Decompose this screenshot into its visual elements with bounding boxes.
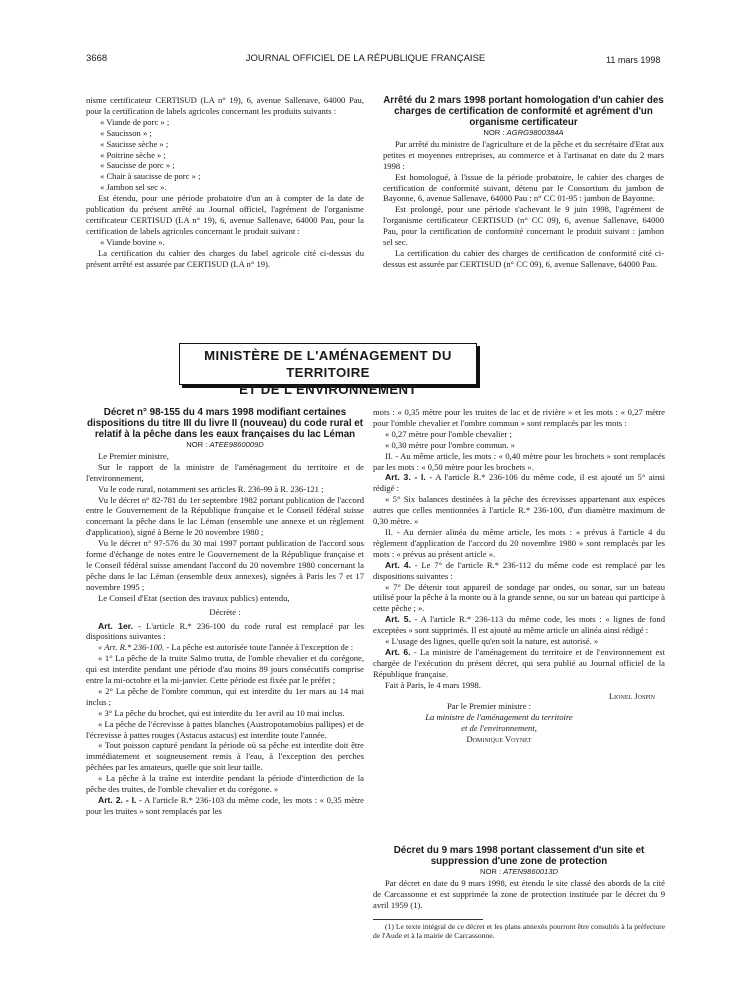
decree-left-column bbox=[86, 407, 364, 817]
paragraph: Par décret en date du 9 mars 1998, est étendu le site classé des abords de la cité de Carcassonne et est supprimée la zone de protection instituée par le décret du 9 avril 1959 (1). bbox=[373, 877, 665, 910]
ministry-line-1: MINISTÈRE DE L'AMÉNAGEMENT DU TERRITOIRE bbox=[204, 348, 452, 380]
decree-title: Décret n° 98-155 du 4 mars 1998 modifiant certaines dispositions du titre III du livre II (nouveau) du code rural et relatif à la pêche dans les eaux françaises du lac Léman bbox=[87, 407, 363, 440]
paragraph: Vu le code rural, notamment ses articles R. 236-99 à R. 236-121 ; bbox=[98, 483, 324, 494]
arrete-title: Arrêté du 2 mars 1998 portant homologation d'un cahier des charges de certification de conformité et agrément d'un organisme certificateur bbox=[383, 95, 664, 128]
paragraph: II. - Au même article, les mots : « 0,40 mètre pour les brochets » sont remplacés par les mots : « 0,50 mètre pour les brochets ». bbox=[373, 450, 665, 472]
article-3: Art. 3. - I. - A l'article R.* 236-106 du même code, il est ajouté un 5° ainsi rédigé : bbox=[373, 472, 665, 494]
ministry-heading-box bbox=[179, 343, 477, 397]
list-item: « 1° La pêche de la truite Salmo trutta, de l'omble chevalier et du corégone, qui est interdite pendant une période d'au moins 89 jours consécutifs comprise entre la mi-octobre et la mi-janvier. Cette période est fixée par le préfet ; bbox=[86, 653, 364, 686]
paragraph: nisme certificateur CERTISUD (LA n° 19), 6, avenue Sallenave, 64000 Pau, pour la certification de labels agricoles concernant les produits suivants : bbox=[86, 95, 364, 116]
nor-reference: NOR : ATEN9860013D bbox=[480, 867, 558, 876]
pm-intro: Par le Premier ministre : bbox=[446, 701, 531, 712]
paragraph: Vu le décret n° 97-576 du 30 mai 1997 portant publication de l'accord sous forme d'échange de notes entre le Gouvernement de la République française et le Conseil fédéral suisse amendant l'accord du 20 novembre 1980 concernant la pêche dans le lac Léman (ensemble deux annexes), signées à Paris les 7 et 17 novembre 1995 ; bbox=[86, 538, 364, 592]
article-6: Art. 6. - La ministre de l'aménagement du territoire et de l'environnement est chargée de l'exécution du présent décret, qui sera publié au Journal officiel de la République française. bbox=[373, 646, 665, 679]
place-date: Fait à Paris, le 4 mars 1998. bbox=[385, 679, 481, 690]
minister-title: La ministre de l'aménagement du territoire bbox=[425, 712, 573, 723]
nor-reference: NOR : ATEE9860009D bbox=[186, 440, 264, 449]
minister-title: et de l'environnement, bbox=[461, 723, 537, 734]
list-item: « Tout poisson capturé pendant la période où sa pêche est interdite doit être immédiatement et soigneusement remis à l'eau, à l'exception des perches pêchées par les amateurs, quelle que soit leur taille. bbox=[86, 740, 364, 773]
decree-title: Décret du 9 mars 1998 portant classement d'un site et suppression d'une zone de protection bbox=[393, 845, 645, 867]
paragraph: mots : « 0,35 mètre pour les truites de lac et de rivière » et les mots : « 0,27 mètre pour l'omble chevalier et l'ombre commun » sont remplacés par les mots : bbox=[373, 407, 665, 428]
product-item: « Chair à saucisse de porc » ; bbox=[100, 171, 201, 182]
issue-date: 11 mars 1998 bbox=[606, 55, 661, 65]
decrete-label: Décrète : bbox=[209, 606, 241, 617]
list-item: « La pêche de l'écrevisse à pattes blanches (Austropotamobius pallipes) et de l'écrevisse à pattes rouges (Astacus astacus) est interdite toute l'année. bbox=[86, 718, 364, 740]
signatory: Lionel Jospin bbox=[608, 690, 655, 701]
journal-title: JOURNAL OFFICIEL DE LA RÉPUBLIQUE FRANÇAISE bbox=[245, 53, 486, 64]
paragraph: Par arrêté du ministre de l'agriculture et de la pêche et du secrétaire d'Etat aux petites et moyennes entreprises, au commerce et à l'artisanat en date du 2 mars 1998 : bbox=[383, 138, 664, 171]
article-5: Art. 5. - A l'article R.* 236-113 du même code, les mots : « lignes de fond exceptées » sont supprimés. Il est ajouté au même article un alinéa ainsi rédigé : bbox=[373, 614, 665, 636]
product-item: « Saucisse sèche » ; bbox=[100, 138, 169, 149]
article-1-sub: « Art. R.* 236-100. - La pêche est autorisée toute l'année à l'exception de : bbox=[98, 642, 354, 653]
product-item: « Jambon sel sec ». bbox=[100, 182, 167, 193]
list-item: « 3° La pêche du brochet, qui est interdite du 1er avril au 10 mai inclus. bbox=[98, 707, 345, 718]
footnote-divider bbox=[373, 919, 483, 920]
paragraph: « 5° Six balances destinées à la pêche des écrevisses appartenant aux espèces autres que celles mentionnées à l'article R.* 236-100, d'un diamètre maximum de 0,30 mètre. » bbox=[373, 494, 665, 527]
product-item: « Poitrine sèche » ; bbox=[100, 149, 166, 160]
paragraph: « L'usage des lignes, quelle qu'en soit la nature, est autorisé. » bbox=[385, 636, 599, 647]
paragraph: « 0,30 mètre pour l'ombre commun. » bbox=[385, 439, 515, 450]
top-right-column bbox=[383, 95, 664, 270]
article-2: Art. 2. - I. - A l'article R.* 236-103 du même code, les mots : « 0,35 mètre pour les truites » sont remplacés par les bbox=[86, 795, 364, 816]
product-item: « Saucisson » ; bbox=[100, 127, 152, 138]
ministry-line-2: ET DE L'ENVIRONNEMENT bbox=[239, 382, 417, 397]
list-item: « La pêche à la traîne est interdite pendant la période d'interdiction de la pêche des truites, de l'omble chevalier et du corégone. » bbox=[86, 773, 364, 795]
paragraph: Est homologué, à l'issue de la période probatoire, le cahier des charges de certification de conformité suivant, détenu par le Consortium du jambon de Bayonne, 6, avenue Sallenave, 64000 Pau : n° CC 01-95 : jambon de Bayonne. bbox=[383, 171, 664, 204]
nor-reference: NOR : AGRG9800384A bbox=[483, 128, 564, 137]
product-item: « Saucisse de porc » ; bbox=[100, 160, 175, 171]
paragraph: II. - Au dernier alinéa du même article, les mots : « prévus à l'article 4 du règlement d'application de l'accord du 20 novembre 1980 » sont remplacés par les mots : « prévus au présent article ». bbox=[373, 526, 665, 559]
top-left-column bbox=[86, 95, 364, 270]
decree-right-column bbox=[373, 407, 665, 745]
page-number: 3668 bbox=[86, 53, 108, 64]
paragraph: « 0,27 mètre pour l'omble chevalier ; bbox=[385, 428, 512, 439]
paragraph: Le Premier ministre, bbox=[98, 450, 169, 461]
list-item: « 2° La pêche de l'ombre commun, qui est interdite du 1er mars au 14 mai inclus ; bbox=[86, 685, 364, 707]
paragraph: Vu le décret n° 82-781 du 1er septembre 1982 portant publication de l'accord entre le Gouvernement de la République française et le Conseil fédéral suisse concernant la pêche dans le lac Léman (ensemble une annexe et un règlement d'application), signé à Berne le 20 novembre 1980 ; bbox=[86, 494, 364, 538]
minister-name: Dominique Voynet bbox=[466, 734, 532, 745]
product-item: « Viande de porc » ; bbox=[100, 116, 170, 127]
paragraph: « 7° De détenir tout appareil de sondage par ondes, ou sonar, sur un bateau utilisé pour la pêche à la monte ou à la grande senne, ou sur un bateau qui participe à cette pêche ; ». bbox=[373, 581, 665, 614]
paragraph: Le Conseil d'Etat (section des travaux publics) entendu, bbox=[98, 592, 290, 603]
site-decree bbox=[373, 845, 665, 941]
article-1: Art. 1er. - L'article R.* 236-100 du code rural est remplacé par les dispositions suivantes : bbox=[86, 620, 364, 642]
paragraph: Est prolongé, pour une période s'achevant le 9 juin 1998, l'agrément de l'organisme certificateur CERTISUD (n° CC 09), 6, avenue Sallenave, 64000 Pau, pour la certification de conformité concernant le produit suivant : jambon sel sec. bbox=[383, 204, 664, 248]
product-item: « Viande bovine ». bbox=[100, 236, 165, 247]
paragraph: La certification du cahier des charges de certification de conformité cité ci-dessus est assurée par CERTISUD (n° CC 09), 6, avenue Sallenave, 64000 Pau. bbox=[383, 247, 664, 269]
article-4: Art. 4. - Le 7° de l'article R.* 236-112 du même code est remplacé par les dispositions suivantes : bbox=[373, 559, 666, 581]
paragraph: Est étendu, pour une période probatoire d'un an à compter de la date de publication du présent arrêté au Journal officiel, l'agrément de l'organisme certificateur CERTISUD (LA n° 19), 6, avenue Sallenave, 64000 Pau, pour la certification de labels agricoles concernant le produit suivant : bbox=[86, 193, 364, 236]
footnote: (1) Le texte intégral de ce décret et les plans annexés pourront être consultés à la préfecture de l'Aude et à la mairie de Carcassonne. bbox=[373, 921, 665, 941]
paragraph: Sur le rapport de la ministre de l'aménagement du territoire et de l'environnement, bbox=[86, 461, 364, 483]
paragraph: La certification du cahier des charges du label agricole cité ci-dessus du présent arrêté est assurée par CERTISUD (LA n° 19). bbox=[86, 247, 364, 269]
